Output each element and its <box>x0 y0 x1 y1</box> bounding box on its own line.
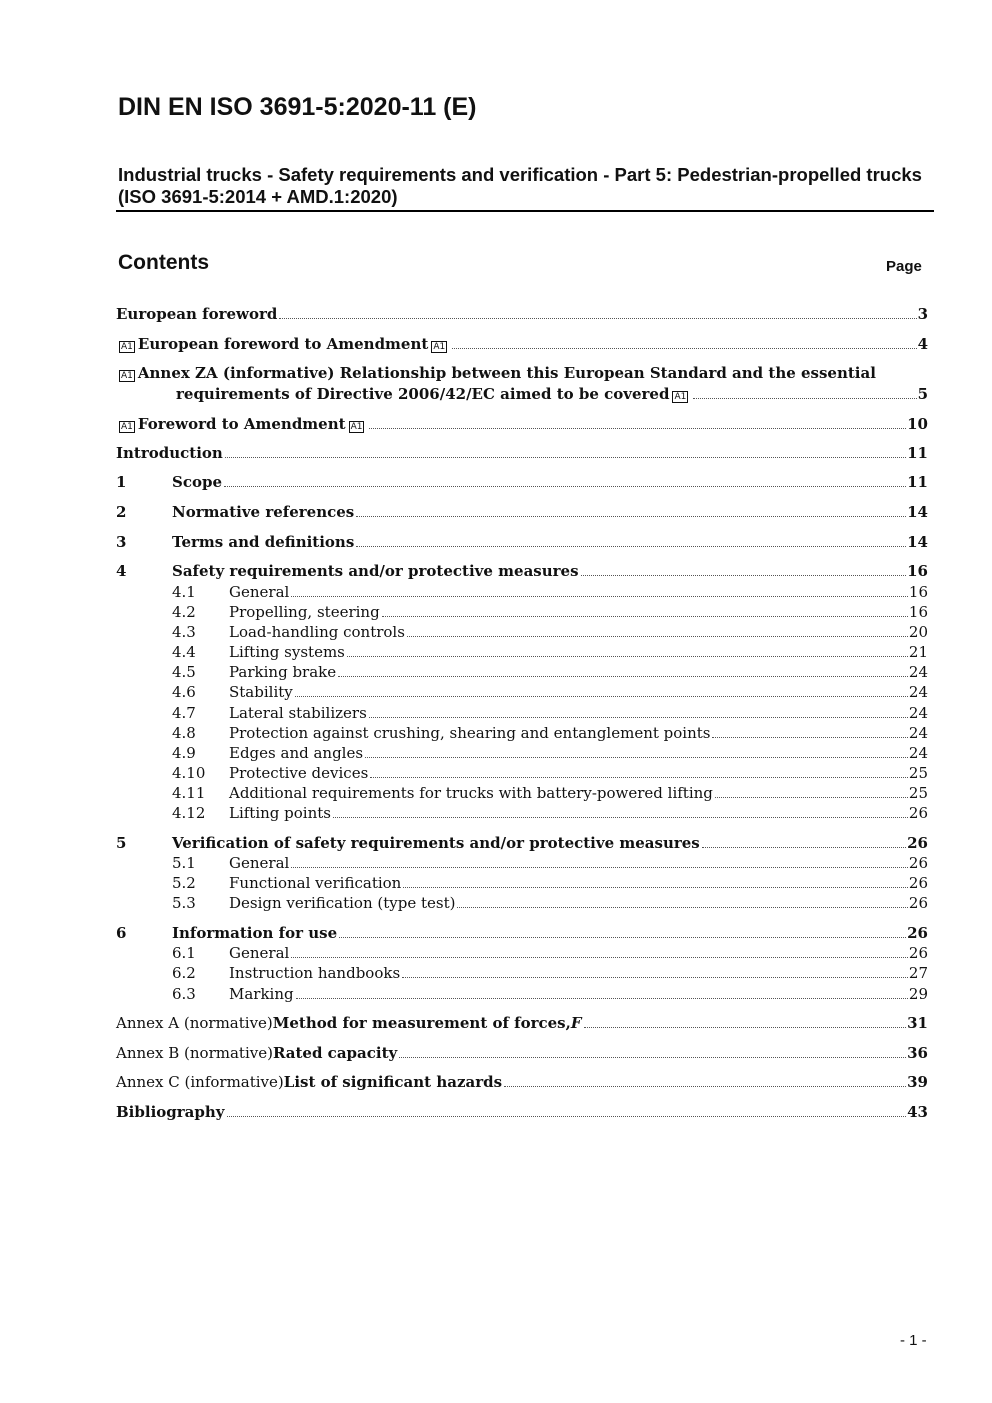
dot-leader <box>224 486 906 487</box>
toc-page-number: 24 <box>908 724 928 742</box>
toc-section-number: 4.7 <box>172 704 196 722</box>
toc-page-number: 21 <box>908 643 928 661</box>
toc-entry-text: Marking <box>229 985 294 1003</box>
toc-entry-introduction[interactable] <box>116 444 928 462</box>
dot-leader <box>291 957 908 958</box>
dot-leader <box>693 398 916 399</box>
dot-leader <box>279 318 916 319</box>
toc-section-number: 4.8 <box>172 724 196 742</box>
toc-section-number: 4.6 <box>172 683 196 701</box>
amendment-end-marker-icon: A1 <box>433 342 446 352</box>
toc-entry-annex-a[interactable] <box>116 1014 928 1032</box>
toc-entry-section-4-4[interactable] <box>172 643 928 661</box>
toc-section-number: 3 <box>116 533 127 551</box>
toc-entry-section-5[interactable] <box>116 834 928 852</box>
dot-leader <box>369 717 908 718</box>
toc-entry-text: List of significant hazards <box>283 1073 503 1091</box>
amendment-end-marker-icon: A1 <box>674 392 687 402</box>
toc-page-number: 31 <box>907 1014 928 1032</box>
toc-page-number: 36 <box>907 1044 928 1062</box>
toc-entry-bibliography[interactable] <box>116 1103 928 1121</box>
toc-page-number: 26 <box>907 924 928 942</box>
toc-entry-text: Scope <box>172 473 223 491</box>
toc-entry-section-4[interactable] <box>116 562 928 580</box>
toc-entry-text: Bibliography <box>116 1103 225 1121</box>
toc-entry-section-5-2[interactable] <box>172 874 928 892</box>
dot-leader <box>365 757 908 758</box>
dot-leader <box>715 797 908 798</box>
toc-entry-section-4-12[interactable] <box>172 804 928 822</box>
toc-entry-text: Method for measurement of forces, <box>272 1014 571 1032</box>
dot-leader <box>225 457 906 458</box>
toc-page-number: 25 <box>908 764 928 782</box>
toc-section-number: 4.10 <box>172 764 206 782</box>
toc-entry-annex-za-line1[interactable] <box>116 364 928 382</box>
dot-leader <box>581 575 907 576</box>
toc-entry-section-6-1[interactable] <box>172 944 928 962</box>
toc-entry-section-4-1[interactable] <box>172 583 928 601</box>
toc-page-number: 4 <box>917 335 928 353</box>
document-subtitle: Industrial trucks - Safety requirements and verification - Part 5: Pedestrian-propelled trucks (ISO 3691-5:2014 + AMD.1:2020) <box>118 164 922 207</box>
toc-page-number: 10 <box>907 415 928 433</box>
toc-page-number: 26 <box>908 854 928 872</box>
toc-entry-section-4-2[interactable] <box>172 603 928 621</box>
toc-page-number: 26 <box>908 874 928 892</box>
toc-page-number: 39 <box>907 1073 928 1091</box>
toc-entry-section-6-3[interactable] <box>172 985 928 1003</box>
toc-section-number: 4.5 <box>172 663 196 681</box>
dot-leader <box>452 348 916 349</box>
toc-page-number: 20 <box>908 623 928 641</box>
toc-section-number: 4.11 <box>172 784 206 802</box>
annex-label: Annex A (normative) <box>116 1014 273 1032</box>
dot-leader <box>382 616 908 617</box>
toc-entry-section-4-8[interactable] <box>172 724 928 742</box>
toc-entry-text: Stability <box>229 683 293 701</box>
toc-entry-section-1[interactable] <box>116 473 928 491</box>
toc-section-number: 4.4 <box>172 643 196 661</box>
toc-section-number: 4.2 <box>172 603 196 621</box>
toc-section-number: 6.1 <box>172 944 196 962</box>
toc-entry-text: Verification of safety requirements and/or protective measures <box>172 834 700 852</box>
toc-section-number: 4.1 <box>172 583 196 601</box>
toc-page-number: 16 <box>908 603 928 621</box>
toc-page-number: 26 <box>907 834 928 852</box>
toc-entry-text: Lifting points <box>229 804 331 822</box>
toc-page-number: 24 <box>908 704 928 722</box>
toc-entry-text: Lateral stabilizers <box>229 704 367 722</box>
dot-leader <box>457 907 907 908</box>
toc-entry-text: Load-handling controls <box>229 623 405 641</box>
toc-section-number: 4 <box>116 562 127 580</box>
toc-section-number: 4.3 <box>172 623 196 641</box>
toc-entry-section-5-3[interactable] <box>172 894 928 912</box>
toc-page-number: 24 <box>908 744 928 762</box>
dot-leader <box>338 676 908 677</box>
dot-leader <box>295 696 908 697</box>
toc-entry-text: Rated capacity <box>272 1044 398 1062</box>
dot-leader <box>296 998 908 999</box>
dot-leader <box>504 1086 906 1087</box>
toc-entry-foreword-to-amendment[interactable] <box>116 415 928 433</box>
dot-leader <box>291 596 908 597</box>
toc-page-number: 3 <box>917 305 928 323</box>
title-divider <box>116 210 934 212</box>
toc-entry-section-2[interactable] <box>116 503 928 521</box>
toc-page-number: 43 <box>907 1103 928 1121</box>
toc-section-number: 1 <box>116 473 127 491</box>
toc-page-number: 14 <box>907 533 928 551</box>
toc-page-number: 11 <box>907 444 928 462</box>
dot-leader <box>370 777 908 778</box>
toc-page-number: 11 <box>907 473 928 491</box>
toc-section-number: 5 <box>116 834 127 852</box>
toc-entry-section-6[interactable] <box>116 924 928 942</box>
page-column-heading: Page <box>886 258 922 275</box>
toc-entry-text: General <box>229 944 290 962</box>
annex-label: Annex C (informative) <box>116 1073 284 1091</box>
toc-entry-foreword-amendment[interactable] <box>116 335 928 353</box>
toc-section-number: 6.2 <box>172 964 196 982</box>
dot-leader <box>356 546 906 547</box>
toc-page-number: 14 <box>907 503 928 521</box>
toc-page-number: 16 <box>907 562 928 580</box>
dot-leader <box>339 937 906 938</box>
toc-page-number: 25 <box>908 784 928 802</box>
toc-page-number: 27 <box>908 964 928 982</box>
toc-section-number: 5.1 <box>172 854 196 872</box>
toc-entry-annex-c[interactable] <box>116 1073 928 1091</box>
toc-entry-section-3[interactable] <box>116 533 928 551</box>
toc-entry-section-4-6[interactable] <box>172 683 928 701</box>
toc-page-number: 5 <box>917 385 928 403</box>
dot-leader <box>356 516 906 517</box>
toc-entry-text: Terms and definitions <box>172 533 355 551</box>
toc-entry-text: Parking brake <box>229 663 337 681</box>
dot-leader <box>399 1057 906 1058</box>
toc-entry-text: Protection against crushing, shearing and entanglement points <box>229 724 711 742</box>
toc-entry-section-4-10[interactable] <box>172 764 928 782</box>
toc-entry-text: Protective devices <box>229 764 369 782</box>
toc-entry-text: General <box>229 854 290 872</box>
toc-entry-text: requirements of Directive 2006/42/EC aimed to be covered <box>176 385 670 403</box>
toc-entry-text: Introduction <box>116 444 223 462</box>
annex-label: Annex B (normative) <box>116 1044 273 1062</box>
toc-entry-section-4-7[interactable] <box>172 704 928 722</box>
toc-section-number: 4.9 <box>172 744 196 762</box>
force-symbol: F <box>570 1014 582 1032</box>
amendment-start-marker-icon: A1 <box>121 422 133 432</box>
toc-entry-text: Lifting systems <box>229 643 345 661</box>
toc-entry-section-4-11[interactable] <box>172 784 928 802</box>
toc-entry-european-foreword[interactable] <box>116 305 928 323</box>
toc-entry-text: Information for use <box>172 924 338 942</box>
contents-heading: Contents <box>118 251 209 274</box>
amendment-start-marker-icon: A1 <box>121 371 133 381</box>
amendment-end-marker-icon: A1 <box>350 422 363 432</box>
toc-page-number: 16 <box>908 583 928 601</box>
toc-entry-annex-b[interactable] <box>116 1044 928 1062</box>
toc-page-number: 24 <box>908 683 928 701</box>
toc-entry-text: Safety requirements and/or protective measures <box>172 562 579 580</box>
toc-entry-text: Normative references <box>172 503 355 521</box>
toc-entry-text: Propelling, steering <box>229 603 380 621</box>
dot-leader <box>402 977 908 978</box>
toc-entry-section-4-5[interactable] <box>172 663 928 681</box>
toc-entry-text: Foreword to Amendment <box>137 415 346 433</box>
toc-entry-text: Functional verification <box>229 874 402 892</box>
toc-entry-text: Additional requirements for trucks with battery-powered lifting <box>229 784 713 802</box>
dot-leader <box>702 847 906 848</box>
dot-leader <box>403 887 908 888</box>
toc-page-number: 26 <box>908 944 928 962</box>
toc-entry-text: Annex ZA (informative) Relationship between this European Standard and the essential <box>137 364 876 382</box>
toc-entry-section-6-2[interactable] <box>172 964 928 982</box>
dot-leader <box>369 428 906 429</box>
toc-entry-text: European foreword to Amendment <box>137 335 429 353</box>
toc-entry-text: Design verification (type test) <box>229 894 456 912</box>
toc-entry-text: Instruction handbooks <box>229 964 401 982</box>
dot-leader <box>227 1116 907 1117</box>
dot-leader <box>347 656 908 657</box>
footer-page-number: - 1 - <box>900 1332 927 1349</box>
toc-section-number: 5.3 <box>172 894 196 912</box>
toc-entry-section-4-3[interactable] <box>172 623 928 641</box>
document-title: DIN EN ISO 3691-5:2020-11 (E) <box>118 93 477 121</box>
dot-leader <box>333 817 908 818</box>
toc-page-number: 24 <box>908 663 928 681</box>
toc-entry-section-4-9[interactable] <box>172 744 928 762</box>
toc-entry-annex-za-line2[interactable] <box>176 385 928 403</box>
toc-entry-text: General <box>229 583 290 601</box>
toc-section-number: 5.2 <box>172 874 196 892</box>
toc-section-number: 6 <box>116 924 127 942</box>
dot-leader <box>712 737 907 738</box>
toc-page-number: 29 <box>908 985 928 1003</box>
toc-entry-section-5-1[interactable] <box>172 854 928 872</box>
dot-leader <box>291 867 908 868</box>
toc-section-number: 4.12 <box>172 804 206 822</box>
toc-entry-text: Edges and angles <box>229 744 364 762</box>
toc-page-number: 26 <box>908 804 928 822</box>
toc-page-number: 26 <box>908 894 928 912</box>
toc-section-number: 6.3 <box>172 985 196 1003</box>
toc-entry-text: European foreword <box>116 305 278 323</box>
amendment-start-marker-icon: A1 <box>121 342 133 352</box>
dot-leader <box>584 1027 907 1028</box>
toc-section-number: 2 <box>116 503 127 521</box>
dot-leader <box>407 636 908 637</box>
